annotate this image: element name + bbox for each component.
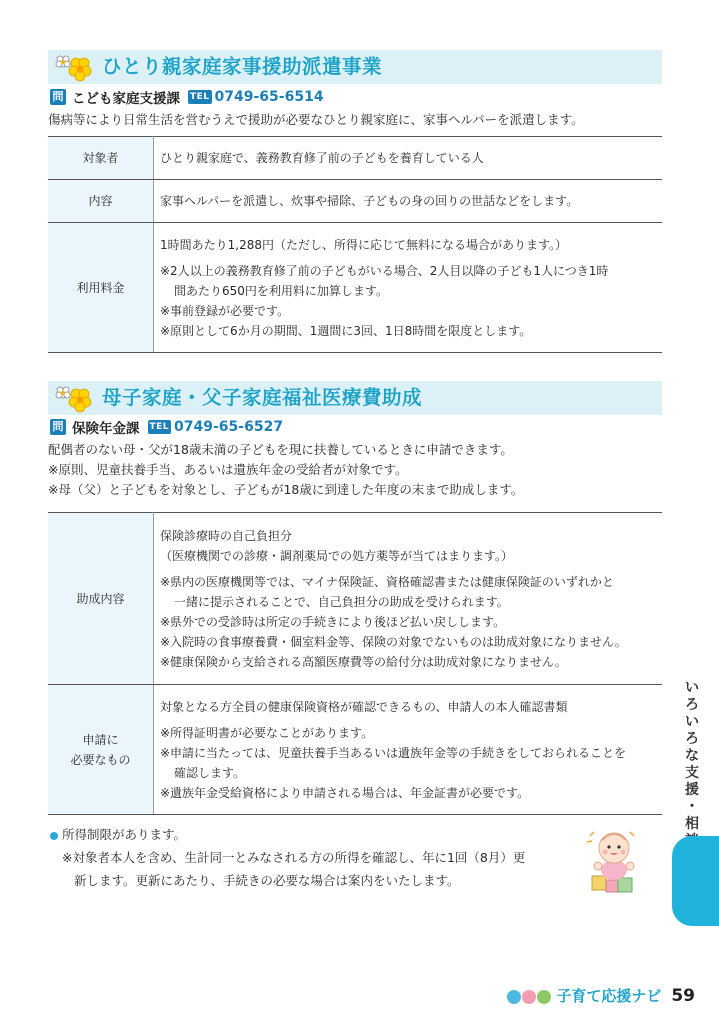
contact-line: [50, 87, 324, 107]
section-title: ひとり親家庭家事援助派遣事業: [102, 55, 383, 78]
row-value: 1時間あたり1,288円（ただし、所得に応じて無料になる場合があります。） ※2人以上の義務教育修了前の子どもがいる場合、2人目以降の子ども1人につき1時 間あたり650円を利用料に加算します。 ※事前登録が必要です。 ※原則として6か月の期間、1週間に3回、1日8時間を限度とします。: [154, 223, 663, 353]
page-footer: [507, 985, 695, 1009]
baby-illustration: [584, 828, 640, 896]
table-row: [48, 685, 662, 815]
row-value: 家事ヘルパーを派遣し、炊事や掃除、子どもの身の回りの世話などをします。: [154, 180, 663, 223]
department-name: 保険年金課: [72, 421, 140, 437]
section-header-1: [48, 50, 662, 84]
tel-icon: TEL: [190, 92, 210, 102]
flower-icon: [52, 384, 96, 414]
tel-icon: TEL: [149, 422, 170, 432]
table-row: [48, 180, 662, 223]
phone-number[interactable]: 0749-65-6527: [174, 419, 284, 435]
inquiry-icon: 問: [50, 419, 66, 435]
info-table-1: [48, 136, 662, 353]
flower-icon: [52, 53, 96, 83]
row-label: 助成内容: [48, 513, 154, 685]
row-label: 対象者: [48, 137, 154, 180]
note-line: ※対象者本人を含め、生計同一とみなされる方の所得を確認し、年に1回（8月）更: [62, 850, 526, 865]
note-bullet: 所得制限があります。: [50, 824, 186, 846]
brand-logo-icon: [507, 986, 552, 1005]
brand-name: 子育て応援ナビ: [556, 987, 662, 1005]
page-number: 59: [671, 985, 695, 1006]
info-table-2: [48, 512, 662, 815]
section-header-2: [48, 381, 662, 415]
contact-line: [50, 417, 283, 437]
row-label: 申請に 必要なもの: [48, 685, 154, 815]
note-line: 新します。更新にあたり、手続きの必要な場合は案内をいたします。: [74, 873, 460, 888]
table-row: [48, 513, 662, 685]
section-title: 母子家庭・父子家庭福祉医療費助成: [102, 386, 423, 409]
phone-number[interactable]: 0749-65-6514: [214, 89, 324, 105]
table-row: [48, 223, 662, 353]
bullet-icon: [50, 832, 58, 840]
table-row: [48, 137, 662, 180]
section-intro: 傷病等により日常生活を営むうえで援助が必要なひとり親家庭に、家事ヘルパーを派遣します。: [48, 112, 584, 127]
section-intro: 配偶者のない母・父が18歳未満の子どもを現に扶養しているときに申請できます。 ※原則、児童扶養手当、あるいは遺族年金の受給者が対象です。 ※母（父）と子どもを対象とし、子どもが18歳に到達した年度の末まで助成します。: [48, 442, 524, 497]
row-label: 利用料金: [48, 223, 154, 353]
inquiry-icon: 問: [50, 89, 66, 105]
row-value: 対象となる方全員の健康保険資格が確認できるもの、申請人の本人確認書類 ※所得証明書が必要なことがあります。 ※申請に当たっては、児童扶養手当あるいは遺族年金等の手続きをしておられることを 確認します。 ※遺族年金受給資格により申請される場合は、年金証書が必要です。: [154, 685, 663, 815]
row-value: 保険診療時の自己負担分 （医療機関での診療・調剤薬局での処方薬等が当てはまります。） ※県内の医療機関等では、マイナ保険証、資格確認書または健康保険証のいずれかと 一緒に提示されることで、自己負担分の助成を受けられます。 ※県外での受診時は所定の手続きにより後ほど払い戻しします。 ※入院時の食事療養費・個室料金等、保険の対象でないものは助成対象になりません。 ※健康保険から支給される高額医療費等の給付分は助成対象になりません。: [154, 513, 663, 685]
row-value: ひとり親家庭で、義務教育修了前の子どもを養育している人: [154, 137, 663, 180]
department-name: こども家庭支援課: [72, 91, 180, 107]
row-label: 内容: [48, 180, 154, 223]
side-category-label: い ろ い ろ な 支 援 ・ 相: [685, 680, 699, 832]
side-tab: [672, 836, 719, 926]
